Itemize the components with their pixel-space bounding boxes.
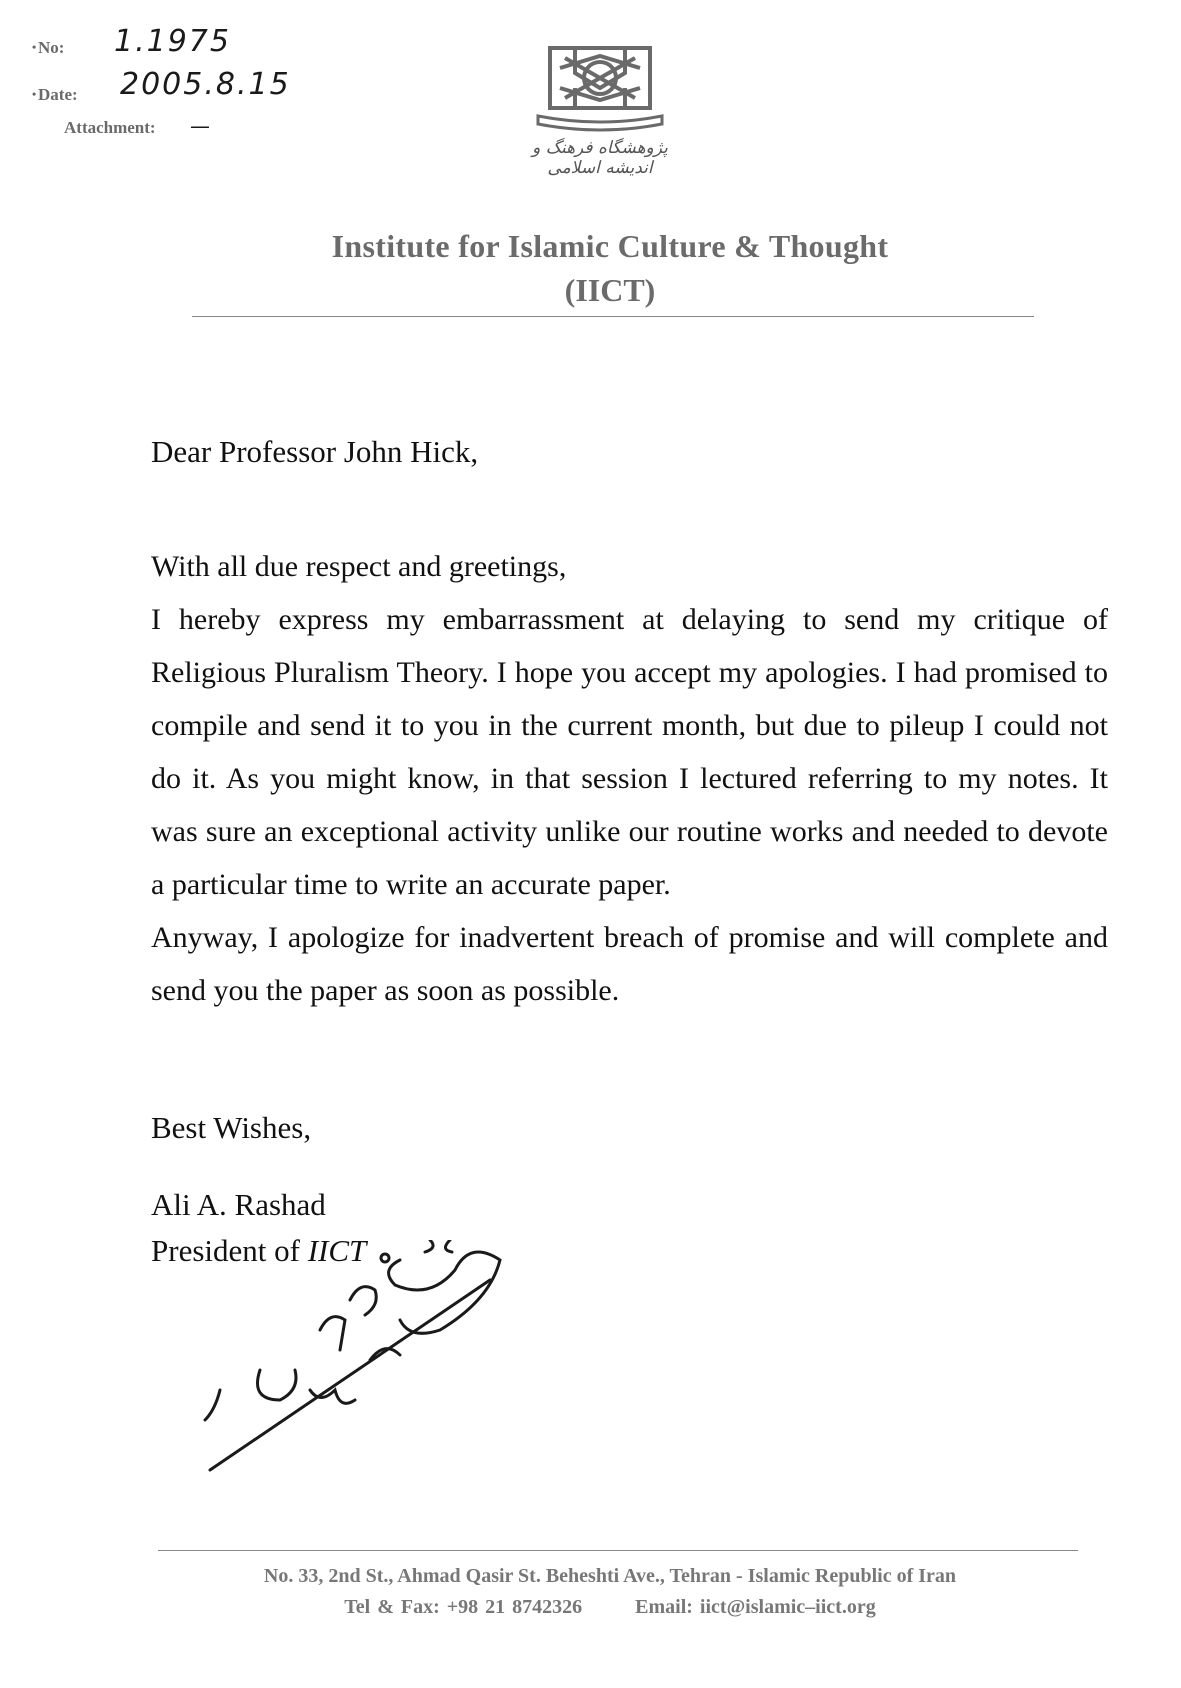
footer-address: No. 33, 2nd St., Ahmad Qasir St. Beheshti Ave., Tehran - Islamic Republic of Iran (263, 1565, 957, 1587)
closing: Best Wishes, (151, 1110, 312, 1145)
salutation: Dear Professor John Hick, (151, 434, 479, 469)
institute-logo (520, 38, 680, 188)
attachment-line (38, 114, 212, 138)
footer-email: Email: iict@islamic–iict.org (635, 1596, 876, 1618)
attachment-label: Attachment: (64, 118, 156, 137)
signer-name: Ali A. Rashad (151, 1187, 326, 1222)
attachment-value: — (190, 114, 212, 138)
letter-date (32, 67, 291, 105)
footer-contact (150, 1596, 1070, 1619)
greeting-paragraph: With all due respect and greetings, (151, 550, 567, 583)
apology-paragraph: I hereby express my embarrassment at delaying to send my critique of Religious Pluralism Theory. I hope you accept my apologies. I had promised to compile and send it to you in the current month, but due to pileup I could not do it. As you might know, in that session I lectured referring to my notes. It was sure an exceptional activity unlike our routine works and needed to devote a particular time to write an accurate paper. (151, 603, 1108, 901)
bullet-mark: • (32, 40, 37, 54)
letter-date-label: Date: (38, 85, 78, 104)
letter-body (151, 540, 1108, 1017)
footer-tel-fax: Tel & Fax: +98 21 8742326 (344, 1596, 583, 1618)
reference-number-label: No: (38, 38, 65, 57)
header-divider (192, 316, 1034, 317)
handwritten-signature (200, 1240, 520, 1500)
bullet-mark: • (32, 87, 37, 101)
reference-number (32, 24, 231, 59)
knot-emblem-icon (520, 38, 680, 138)
letter-date-value: 2005.8.15 (120, 67, 291, 102)
promise-paragraph: Anyway, I apologize for inadvertent breach of promise and will complete and send you the paper as soon as possible. (151, 921, 1108, 1007)
institute-name: Institute for Islamic Culture & Thought (331, 228, 889, 264)
signer-title-prefix: President of (151, 1233, 300, 1268)
persian-institute-name: پژوهشگاه فرهنگ و اندیشه اسلامی (532, 138, 668, 178)
footer-divider (158, 1550, 1078, 1551)
signer-title-org: IICT (307, 1233, 367, 1268)
institute-abbreviation: (IICT) (564, 272, 656, 308)
reference-number-value: 1.1975 (114, 24, 231, 59)
